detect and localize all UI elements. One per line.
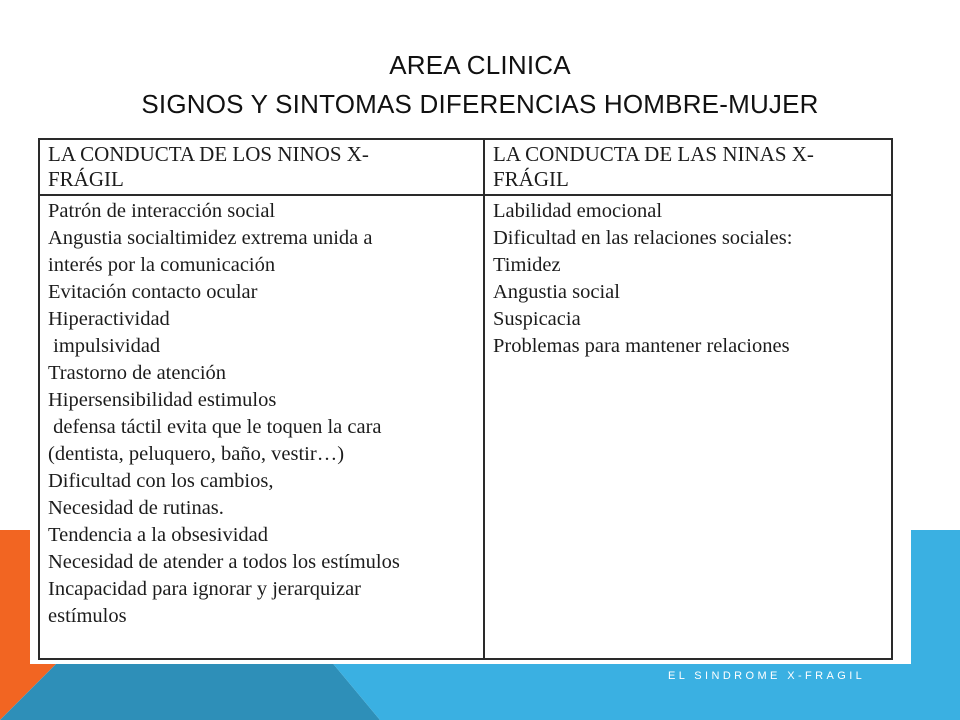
boys-behavior-item: Hiperactividad	[48, 308, 170, 330]
girls-behavior-item: Suspicacia	[493, 308, 581, 330]
header-line: FRÁGIL	[493, 167, 569, 191]
slide-title-line1: AREA CLINICA	[389, 50, 571, 80]
header-line: LA CONDUCTA DE LAS NINAS X-	[493, 142, 814, 166]
slide-title-line2: SIGNOS Y SINTOMAS DIFERENCIAS HOMBRE-MUJER	[141, 89, 819, 119]
girls-column-header	[484, 139, 892, 195]
slide-footer: EL SINDROME X-FRAGIL	[668, 670, 866, 682]
boys-behavior-item: (dentista, peluquero, baño, vestir…)	[48, 443, 345, 465]
boys-behavior-item: Evitación contacto ocular	[48, 281, 258, 303]
girls-behavior-item: Angustia social	[493, 281, 620, 303]
boys-behavior-item: Patrón de interacción social	[48, 200, 276, 222]
boys-behavior-item: interés por la comunicación	[48, 254, 276, 276]
boys-column-header	[39, 139, 484, 195]
girls-behavior-item: Timidez	[493, 254, 561, 276]
boys-behavior-item: Necesidad de atender a todos los estímulos	[48, 551, 400, 573]
boys-behavior-item: Necesidad de rutinas.	[48, 497, 224, 519]
boys-behavior-item: Hipersensibilidad estimulos	[48, 389, 277, 411]
behavior-comparison-table	[38, 138, 893, 660]
boys-behavior-item: Tendencia a la obsesividad	[48, 524, 268, 546]
boys-behavior-item: Angustia socialtimidez extrema unida a	[48, 227, 373, 249]
table-header-row	[39, 139, 892, 195]
behavior-table-image	[30, 133, 911, 664]
table-body-row	[39, 195, 892, 659]
header-line: LA CONDUCTA DE LOS NINOS X-	[48, 142, 369, 166]
header-line: FRÁGIL	[48, 167, 124, 191]
boys-behavior-item: estímulos	[48, 605, 127, 627]
boys-behavior-item: impulsividad	[48, 335, 161, 357]
boys-behavior-item: Incapacidad para ignorar y jerarquizar	[48, 578, 362, 600]
boys-behavior-item: Dificultad con los cambios,	[48, 470, 274, 492]
girls-behavior-cell	[484, 195, 892, 659]
dark-blue-shape	[0, 660, 380, 720]
girls-behavior-item: Problemas para mantener relaciones	[493, 335, 790, 357]
girls-behavior-item: Dificultad en las relaciones sociales:	[493, 227, 793, 249]
girls-behavior-item: Labilidad emocional	[493, 200, 663, 222]
boys-behavior-item: Trastorno de atención	[48, 362, 227, 384]
boys-behavior-cell	[39, 195, 484, 659]
boys-behavior-item: defensa táctil evita que le toquen la cara	[48, 416, 382, 438]
